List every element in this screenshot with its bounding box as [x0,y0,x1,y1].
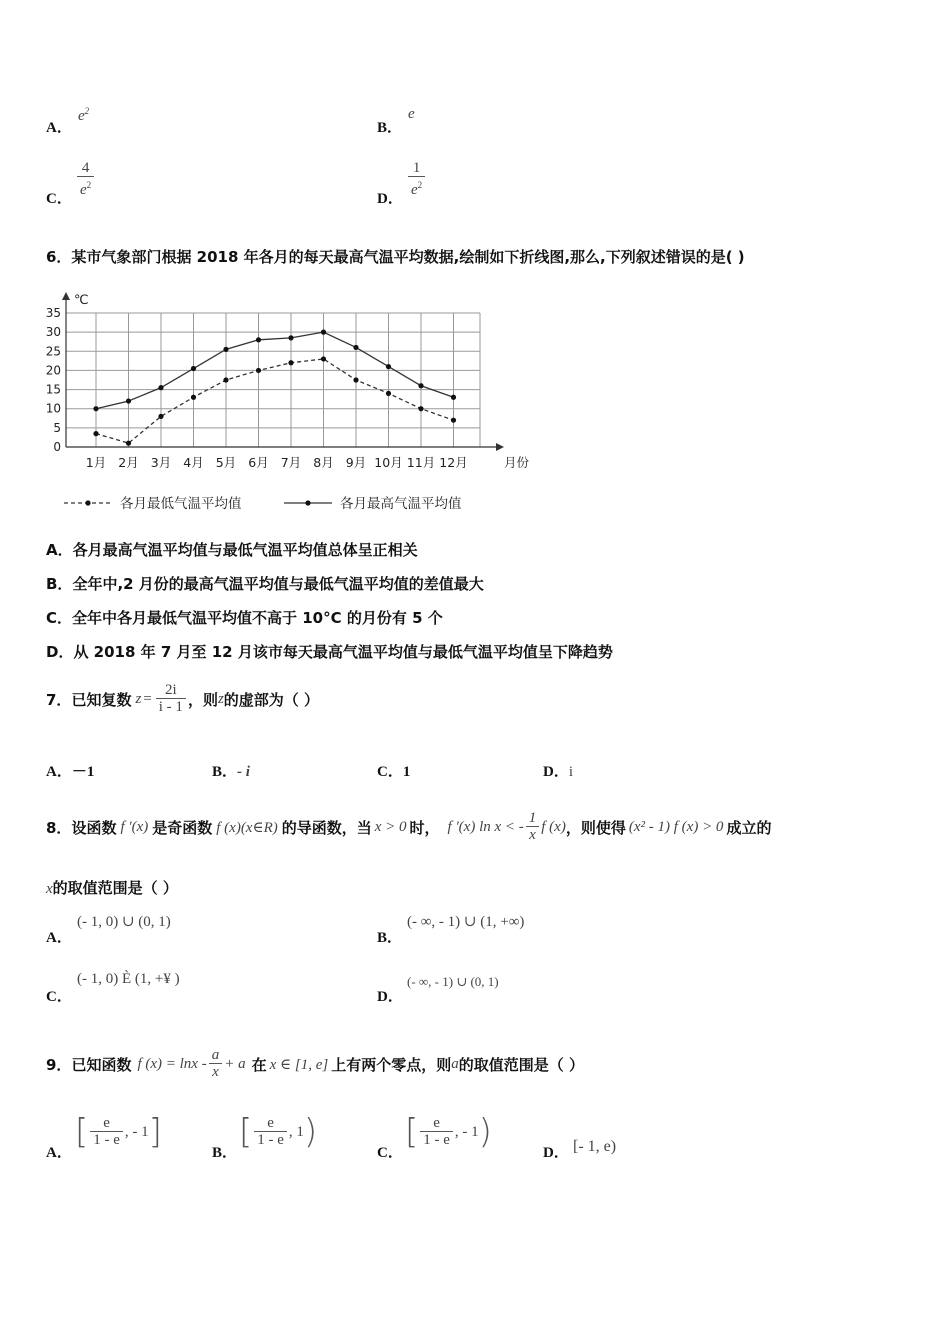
legend-label: 各月最高气温平均值 [340,496,462,512]
q6-option-b: B．全年中,2 月份的最高气温平均值与最低气温平均值的差值最大 [46,575,484,593]
x-tick-label: 5月 [215,455,237,470]
q8-option-b-label: B． [377,930,403,946]
data-point-low [418,406,423,411]
legend-marker [305,500,310,505]
q6-stem: 6．某市气象部门根据 2018 年各月的每天最高气温平均数据,绘制如下折线图,那么,下列叙述错误的是( ) [46,248,745,266]
q9-option-b-value: [ $\frac{e}{1 - e}$ , 1 ) [239,1112,318,1152]
x-tick-label: 8月 [313,455,334,470]
temperature-line-chart [44,288,534,520]
q8-option-d-label: D． [377,989,403,1005]
data-point-low [158,414,163,419]
data-point-high [386,364,391,369]
data-point-high [256,337,261,342]
q9-option-a-label: A． [46,1145,72,1161]
x-tick-label: 1月 [85,455,107,470]
q5-option-d-label: D． [377,191,403,207]
data-point-low [256,368,261,373]
data-point-high [288,335,293,340]
y-tick-label: 10 [45,401,61,416]
y-tick-label: 0 [53,440,61,454]
q7-option-d: D．i [543,764,574,780]
data-point-high [158,385,163,390]
chart-grid [66,313,480,447]
q8-option-a-label: A． [46,930,72,946]
q6-option-c: C．全年中各月最低气温平均值不高于 10°C 的月份有 5 个 [46,609,443,627]
data-point-low [223,377,228,382]
y-tick-label: 35 [45,306,61,320]
q7-option-a: A．－1 [46,764,95,780]
data-point-high [418,383,423,388]
x-tick-label: 7月 [280,455,302,470]
x-axis-label: 月份 [504,455,530,470]
q5-option-a-value: $e^2$ [78,106,90,124]
x-tick-label: 11月 [406,455,436,470]
q7-option-c: C．1 [377,764,411,780]
x-tick-label: 3月 [150,455,172,470]
data-point-low [386,391,391,396]
q5-option-c-label: C． [46,191,72,207]
q7-stem: 7． 已知复数 z = $\frac{2i}{i - 1}$ ，则 z 的虚部为（ ） [46,682,320,715]
data-point-low [353,377,358,382]
q8-option-a-value: (- 1, 0) ∪ (0, 1) [77,914,171,930]
data-point-high [93,406,98,411]
data-point-high [321,330,326,335]
x-tick-label: 2月 [118,455,139,470]
q9-stem: 9． 已知函数 f (x) = lnx - $\frac{a}{x}$ + a 在 x ∈ [1, e] 上有两个零点，则 a 的取值范围是（ ） [46,1047,584,1080]
q8-option-d-value: (- ∞, - 1) ∪ (0, 1) [407,974,499,989]
q9-option-d-value: [- 1, e) [573,1138,617,1155]
q8-stem-line2: x的取值范围是（ ） [46,879,178,897]
q9-option-c-value: [ $\frac{e}{1 - e}$ , - 1 ) [405,1112,492,1152]
q7-option-b: B．- i [212,764,250,780]
y-axis-arrow [62,292,70,300]
q6-option-d: D．从 2018 年 7 月至 12 月该市每天最高气温平均值与最低气温平均值呈下降趋势 [46,643,613,661]
x-axis-arrow [496,443,504,451]
q5-option-b-label: B． [377,120,403,136]
q5-option-d-value: $\frac{1}{e^2}$ [406,160,427,199]
q8-stem: 8． 设函数 f '(x) 是奇函数 f (x)(x∈R) 的导函数，当 x > 0 时， f '(x) ln x < - $\frac{1}{x}$ f (x) ，则使得 (x² - 1) f (x) > 0 成立的 [46,810,772,843]
q5-option-c-value: $\frac{4}{e^2}$ [75,160,96,199]
data-point-low [451,418,456,423]
chart-axes [46,292,530,470]
x-tick-label: 10月 [374,455,403,470]
y-tick-label: 25 [45,344,61,359]
data-point-high [451,395,456,400]
data-point-high [126,398,131,403]
data-point-high [223,347,228,352]
y-tick-label: 5 [53,420,61,435]
q9-option-b-label: B． [212,1145,238,1161]
data-point-low [126,441,131,446]
q8-option-c-label: C． [46,989,72,1005]
data-point-high [353,345,358,350]
data-point-low [288,360,293,365]
y-tick-label: 30 [45,325,61,340]
x-tick-label: 12月 [439,455,468,470]
q5-option-a-label: A． [46,120,72,136]
q8-option-c-value: (- 1, 0) È (1, +¥ ) [77,971,180,987]
y-axis-label: ℃ [74,293,89,308]
series-line-low [96,359,454,443]
q5-option-b-value: e [408,106,415,122]
x-tick-label: 4月 [183,455,204,470]
q9-option-d-label: D． [543,1145,569,1161]
x-tick-label: 6月 [248,455,269,470]
y-tick-label: 15 [45,382,61,397]
data-point-low [191,395,196,400]
data-point-low [93,431,98,436]
legend-marker [85,500,90,505]
q8-option-b-value: (- ∞, - 1) ∪ (1, +∞) [407,914,525,930]
q9-option-a-value: [ $\frac{e}{1 - e}$ , - 1 ] [75,1112,162,1152]
x-tick-label: 9月 [345,455,367,470]
data-point-high [191,366,196,371]
chart-legend [64,495,462,512]
q6-option-a: A．各月最高气温平均值与最低气温平均值总体呈正相关 [46,541,418,559]
legend-label: 各月最低气温平均值 [120,496,242,512]
data-point-low [321,356,326,361]
y-tick-label: 20 [45,363,61,378]
q9-option-c-label: C． [377,1145,403,1161]
